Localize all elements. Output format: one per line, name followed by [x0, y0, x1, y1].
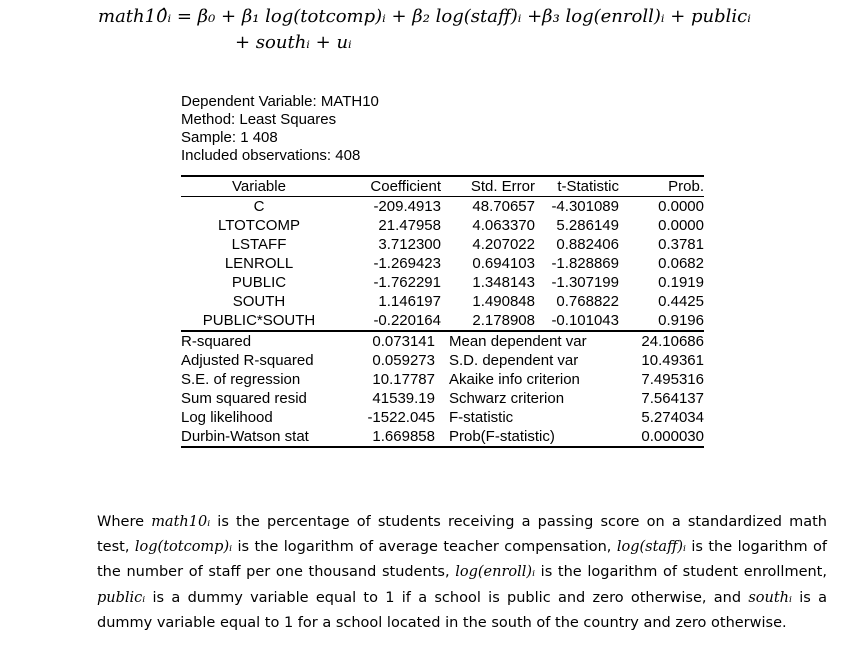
prob-cell: 0.9196	[658, 312, 704, 329]
table-row	[181, 273, 704, 292]
description-text: is the logarithm of the number of staff per one thousand students,	[97, 539, 827, 581]
variable-cell: PUBLIC	[231, 274, 287, 291]
variable-cell: LENROLL	[224, 255, 294, 272]
t-statistic-cell: -1.828869	[551, 255, 619, 272]
std-error-cell: 0.694103	[472, 255, 535, 272]
stat-value: 0.059273	[372, 352, 435, 369]
std-error-cell: 2.178908	[472, 312, 535, 329]
regression-table	[181, 175, 704, 448]
table-row	[181, 292, 704, 311]
description-text: is the logarithm of average teacher compensation,	[232, 539, 617, 556]
coefficient-cell: -0.220164	[373, 312, 441, 329]
coefficient-cell: -1.762291	[373, 274, 441, 291]
stat-value: 0.073141	[337, 331, 441, 351]
column-header: Coefficient	[337, 176, 441, 197]
equation-line-2: + southᵢ + uᵢ	[235, 32, 352, 53]
coefficient-cell: -1.269423	[373, 255, 441, 272]
regression-equation	[98, 4, 838, 56]
variable-cell: C	[253, 198, 265, 215]
table-row	[181, 254, 704, 273]
variable-cell: LTOTCOMP	[218, 217, 300, 234]
stats-row	[181, 389, 704, 408]
stat-value: 1.669858	[337, 427, 441, 447]
stat-value: 10.49361	[641, 352, 704, 369]
stats-row	[181, 351, 704, 370]
std-error-cell: 4.207022	[472, 236, 535, 253]
stat-label: Durbin-Watson stat	[181, 427, 337, 447]
std-error-cell: 48.70657	[472, 198, 535, 215]
stats-row	[181, 331, 704, 351]
stat-label: Schwarz criterion	[449, 390, 565, 407]
stat-label: Akaike info criterion	[449, 371, 580, 388]
description-math: log(enroll)ᵢ	[455, 564, 535, 581]
stats-row	[181, 370, 704, 389]
stat-value: -1522.045	[367, 409, 435, 426]
sample: Sample: 1 408	[181, 129, 278, 146]
column-header: Std. Error	[441, 176, 535, 197]
description-math: southᵢ	[748, 589, 792, 606]
stat-label: S.D. dependent var	[449, 352, 579, 369]
t-statistic-cell: 0.882406	[556, 236, 619, 253]
std-error-cell: 4.063370	[472, 217, 535, 234]
description-text: is a dummy variable equal to 1 for a school located in the south of the country and zero otherwise.	[97, 589, 827, 631]
stats-row	[181, 408, 704, 427]
stat-value: 41539.19	[372, 390, 435, 407]
table-row	[181, 216, 704, 235]
description-math: math10ᵢ	[151, 514, 211, 530]
t-statistic-cell: 0.768822	[556, 293, 619, 310]
description-math: log(totcomp)ᵢ	[134, 539, 233, 556]
coefficient-cell: 1.146197	[378, 293, 441, 310]
variable-cell: LSTAFF	[231, 236, 287, 253]
stat-label: Prob(F-statistic)	[441, 427, 619, 447]
column-header: Variable	[181, 176, 337, 197]
t-statistic-cell: -0.101043	[551, 312, 619, 329]
stat-value: 24.10686	[619, 331, 704, 351]
table-row	[181, 311, 704, 331]
coefficient-cell: 21.47958	[378, 217, 441, 234]
stat-value: 7.495316	[641, 371, 704, 388]
variable-cell: PUBLIC*SOUTH	[202, 312, 316, 329]
regression-header	[181, 93, 379, 165]
stat-label: Log likelihood	[181, 409, 273, 426]
t-statistic-cell: -4.301089	[551, 198, 619, 215]
stat-value: 0.000030	[619, 427, 704, 447]
t-statistic-cell: -1.307199	[551, 274, 619, 291]
variable-cell: SOUTH	[232, 293, 286, 310]
stat-label: Sum squared resid	[181, 390, 307, 407]
description-text: is the percentage of students receiving a passing score on a standardized math test,	[97, 514, 827, 556]
description-text: is a dummy variable equal to 1 if a school is public and zero otherwise, and	[145, 589, 749, 606]
description-text: Where	[97, 514, 152, 530]
stat-label: S.E. of regression	[181, 371, 301, 388]
description-text: is the logarithm of student enrollment,	[535, 564, 827, 581]
stat-label: F-statistic	[449, 409, 514, 426]
description-math: log(staff)ᵢ	[616, 539, 686, 556]
std-error-cell: 1.490848	[472, 293, 535, 310]
prob-cell: 0.3781	[658, 236, 704, 253]
dependent-variable: Dependent Variable: MATH10	[181, 93, 379, 110]
coefficient-cell: -209.4913	[373, 198, 441, 215]
variable-description	[97, 510, 827, 636]
prob-cell: 0.0682	[658, 255, 704, 272]
included-observations: Included observations: 408	[181, 147, 361, 164]
stats-row	[181, 427, 704, 447]
prob-cell: 0.0000	[658, 217, 704, 234]
table-header-row	[181, 176, 704, 197]
equation-line-1: math10̂ᵢ = β₀ + β₁ log(totcomp)ᵢ + β₂ log(staff)ᵢ +β₃ log(enroll)ᵢ + publicᵢ	[98, 6, 751, 27]
method: Method: Least Squares	[181, 111, 337, 128]
stat-value: 10.17787	[372, 371, 435, 388]
description-math: publicᵢ	[97, 589, 146, 606]
stat-label: Adjusted R-squared	[181, 352, 314, 369]
prob-cell: 0.1919	[658, 274, 704, 291]
std-error-cell: 1.348143	[472, 274, 535, 291]
t-statistic-cell: 5.286149	[556, 217, 619, 234]
stat-value: 5.274034	[641, 409, 704, 426]
column-header: t-Statistic	[535, 176, 619, 197]
stat-label: R-squared	[181, 331, 337, 351]
prob-cell: 0.0000	[658, 198, 704, 215]
prob-cell: 0.4425	[658, 293, 704, 310]
stat-label: Mean dependent var	[441, 331, 619, 351]
table-row	[181, 197, 704, 217]
stat-value: 7.564137	[641, 390, 704, 407]
table-row	[181, 235, 704, 254]
column-header: Prob.	[619, 176, 704, 197]
coefficient-cell: 3.712300	[378, 236, 441, 253]
